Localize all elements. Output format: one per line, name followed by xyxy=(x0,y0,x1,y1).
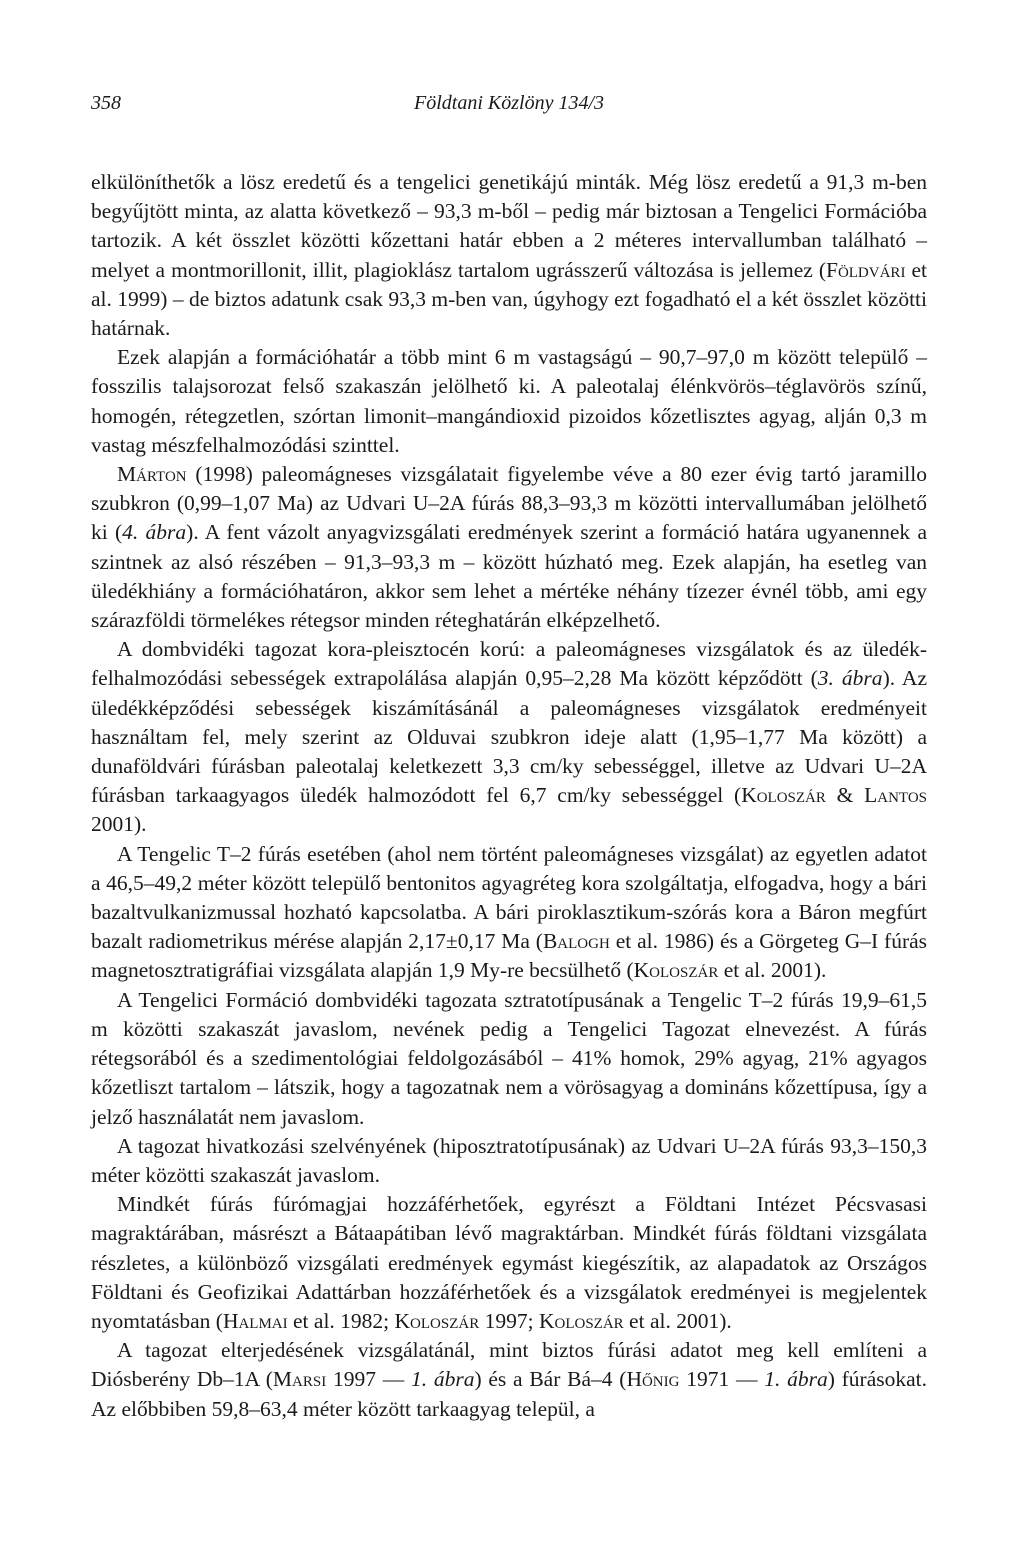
paragraph-7 xyxy=(91,1132,927,1190)
paragraph-2 xyxy=(91,343,927,460)
text-run: 1971 — xyxy=(679,1367,765,1392)
paragraph-6 xyxy=(91,986,927,1132)
author-name: Földvári xyxy=(825,257,906,282)
paragraph-9 xyxy=(91,1336,927,1424)
text-run: et al. 1982; xyxy=(287,1308,395,1333)
author-name: Halmai xyxy=(222,1308,288,1333)
document-page xyxy=(91,88,927,1424)
paragraph-4 xyxy=(91,635,927,839)
text-run: A tagozat hivatkozási szelvényének (hiposztratotípusának) az Udvari U–2A fúrás 93,3–150,3 méter közötti szakaszát javaslom. xyxy=(91,1133,927,1187)
text-run: Mindkét fúrás fúrómagjai hozzáférhetőek, egyrészt a Földtani Intézet Pécsvasasi magraktárában, másrészt a Bátaapátiban lévő magraktárban. Mindkét fúrás földtani vizsgálata részletes, a különböző vizsgálati eredmények egymást kiegészítik, az alapadatok az Országos Földtani és Geofizikai Adattárban hozzáférhetőek és a vizsgálatok eredményei is megjelentek nyomtatásban ( xyxy=(91,1192,927,1333)
body-text xyxy=(91,168,927,1424)
text-run: 1997 — xyxy=(326,1367,411,1392)
text-run: ). A fent vázolt anyagvizsgálati eredmények szerint a formáció határa ugyanennek a szintnek az alsó részében – 91,3–93,3 m – között húzható meg. Ezek alapján, ha esetleg van üledékhiány a formációhatáron, akkor sem lehet a mértéke néhány tízezer évnél több, ami egy szárazföldi törmelékes rétegsor minden réteghatárán elképzelhető. xyxy=(91,520,927,633)
author-name: Koloszár xyxy=(741,783,826,808)
text-run: ) és a Bár Bá–4 ( xyxy=(474,1367,627,1392)
author-name: Hőnig xyxy=(626,1367,680,1392)
text-run: A tagozat elterjedésének vizsgálatánál, mint biztos fúrási adatot meg kell említeni a Diósberény Db–1A ( xyxy=(91,1338,927,1392)
author-name: Koloszár xyxy=(633,958,719,983)
figure-reference: 1. ábra xyxy=(764,1367,828,1392)
paragraph-1 xyxy=(91,168,927,343)
text-run: ) fúrásokat. Az előbbiben 59,8–63,4 méter között tarkaagyag települ, a xyxy=(91,1367,928,1421)
author-name: Marsi xyxy=(272,1367,327,1392)
text-run: (1998) paleomágneses vizsgálatait figyelembe véve a 80 ezer évig tartó jaramillo szubkron (0,99–1,07 Ma) az Udvari U–2A fúrás 88,3–93,3 m közötti intervallumában jelölhető ki ( xyxy=(91,462,927,545)
author-name: Lantos xyxy=(864,783,927,808)
text-run: A Tengelici Formáció dombvidéki tagozata sztratotípusának a Tengelic T–2 fúrás 19,9–61,5 m közötti szakaszát javaslom, nevének pedig a Tengelici Tagozat elnevezést. A fúrás rétegsorából és a szedimentológiai feldolgozásából – 41% homok, 29% agyag, 21% agyagos kőzetliszt tartalom – látszik, hogy a tagozatnak nem a vörösagyag a domináns kőzettípusa, így a jelző használatát nem javaslom. xyxy=(91,987,927,1129)
paragraph-3 xyxy=(91,460,927,635)
text-run: A dombvidéki tagozat kora-pleisztocén korú: a paleomágneses vizsgálatok és az üledék-felhalmozódási sebességek extrapolálása alapján 0,95–2,28 Ma között képződött ( xyxy=(91,637,927,691)
text-run: 2001). xyxy=(91,812,147,837)
text-run: Ezek alapján a formációhatár a több mint 6 m vastagságú – 90,7–97,0 m között települő – fosszilis talajsorozat felső szakaszán jelölhető ki. A paleotalaj élénkvörös–téglavörös színű, homogén, rétegzetlen, szórtan limonit–mangándioxid pizoidos kőzetlisztes agyag, alján 0,3 m vastag mészfelhalmozódási szinttel. xyxy=(91,345,927,457)
author-name: Balogh xyxy=(542,929,610,954)
figure-reference: 1. ábra xyxy=(410,1367,475,1392)
text-run: & xyxy=(825,783,865,808)
figure-reference: 3. ábra xyxy=(817,666,883,691)
text-run: et al. 1986) és a Görgeteg G–I fúrás magnetosztratigráfiai vizsgálata alapján 1,9 My-re becsülhető ( xyxy=(91,929,928,983)
text-run: elkülöníthetők a lösz eredetű és a tengelici genetikájú minták. Még lösz eredetű a 91,3 m-ben begyűjtött minta, az alatta következő – 93,3 m-ből – pedig már biztosan a Tengelici Formációba tartozik. A két összlet közötti kőzettani határ ebben a 2 méteres intervallumban található – melyet a montmorillonit, illit, plagioklász tartalom ugrásszerű változása is jellemez ( xyxy=(91,170,927,282)
page-number: 358 xyxy=(91,92,121,114)
journal-title: Földtani Közlöny 134/3 xyxy=(414,92,604,114)
running-header xyxy=(91,88,927,118)
paragraph-8 xyxy=(91,1190,927,1336)
text-run: 1997; xyxy=(479,1308,539,1333)
figure-reference: 4. ábra xyxy=(122,520,187,545)
text-run: et al. 2001). xyxy=(623,1308,732,1333)
paragraph-5 xyxy=(91,840,927,986)
author-name: Márton xyxy=(117,462,187,487)
author-name: Koloszár xyxy=(394,1308,480,1333)
text-run: et al. 1999) – de biztos adatunk csak 93,3 m-ben van, úgyhogy ezt fogadható el a két összlet közötti határnak. xyxy=(91,257,927,341)
author-name: Koloszár xyxy=(538,1308,624,1333)
text-run: ). Az üledékképződési sebességek kiszámításánál a paleomágneses vizsgálatok eredményeit használtam fel, mely szerint az Olduvai szubkron ideje alatt (1,95–1,77 Ma között) a dunaföldvári fúrásban paleotalaj keletkezett 3,3 cm/ky sebességgel, illetve az Udvari U–2A fúrásban tarkaagyagos üledék halmozódott fel 6,7 cm/ky sebességgel ( xyxy=(91,666,927,808)
text-run: et al. 2001). xyxy=(718,958,827,983)
text-run: A Tengelic T–2 fúrás esetében (ahol nem történt paleomágneses vizsgálat) az egyetlen adatot a 46,5–49,2 méter között települő bentonitos agyagréteg kora szolgáltatja, elfogadva, hogy a bári bazaltvulkanizmussal hozható kapcsolatba. A bári piroklasztikum-szórás kora a Báron megfúrt bazalt radiometrikus mérése alapján 2,17±0,17 Ma ( xyxy=(91,841,927,954)
